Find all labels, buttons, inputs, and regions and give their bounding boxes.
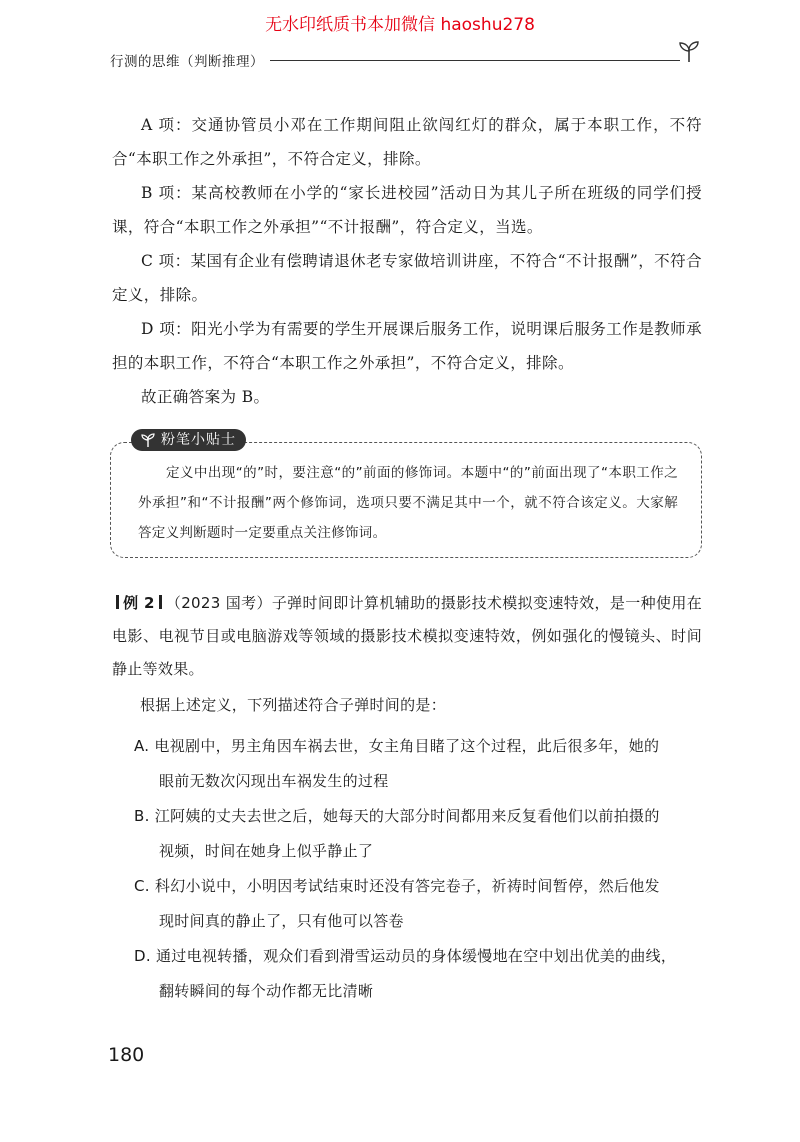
option-a: [134, 729, 702, 799]
running-title: 行测的思维（判断推理）: [110, 50, 270, 70]
example-bar-left: [116, 595, 119, 609]
option-a-line1: A. 电视剧中，男主角因车祸去世，女主角目睹了这个过程，此后很多年，她的: [134, 737, 660, 755]
analysis-option-c: C 项：某国有企业有偿聘请退休老专家做培训讲座，不符合“不计报酬”，不符合定义，排除。: [112, 252, 702, 304]
example-stem: [112, 587, 702, 686]
option-d-line1: D. 通过电视转播，观众们看到滑雪运动员的身体缓慢地在空中划出优美的曲线，: [134, 947, 677, 965]
example-bar-right: [159, 595, 162, 609]
sprout-badge-icon: [140, 432, 156, 448]
question-prompt: 根据上述定义，下列描述符合子弹时间的是：: [140, 696, 447, 714]
analysis-option-b: B 项：某高校教师在小学的“家长进校园”活动日为其儿子所在班级的同学们授课，符合“本职工作之外承担”“不计报酬”，符合定义，当选。: [112, 184, 702, 236]
tip-title: 粉笔小贴士: [161, 432, 236, 448]
page-number: 180: [108, 1044, 145, 1066]
option-b: [134, 799, 702, 869]
answer-line: 故正确答案为 B。: [141, 388, 270, 406]
option-b-line1: B. 江阿姨的丈夫去世之后，她每天的大部分时间都用来反复看他们以前拍摄的: [134, 807, 660, 825]
option-b-line2: 视频，时间在她身上似乎静止了: [159, 842, 374, 860]
tip-badge: [131, 429, 246, 451]
example-label: 例 2: [123, 594, 155, 612]
option-d-line2: 翻转瞬间的每个动作都无比清晰: [159, 982, 374, 1000]
example-text: 子弹时间即计算机辅助的摄影技术模拟变速特效，是一种使用在电影、电视节目或电脑游戏等领域的摄影技术模拟变速特效，例如强化的慢镜头、时间静止等效果。: [112, 594, 702, 678]
watermark-text: 无水印纸质书本加微信 haoshu278: [265, 15, 535, 35]
option-c: [134, 869, 702, 939]
example-source: （2023 国考）: [165, 594, 272, 612]
sprout-icon: [676, 38, 702, 64]
option-c-line1: C. 科幻小说中，小明因考试结束时还没有答完卷子，祈祷时间暂停，然后他发: [134, 877, 660, 895]
analysis-option-d: D 项：阳光小学为有需要的学生开展课后服务工作，说明课后服务工作是教师承担的本职工作，不符合“本职工作之外承担”，不符合定义，排除。: [112, 320, 702, 372]
option-c-line2: 现时间真的静止了，只有他可以答卷: [159, 912, 404, 930]
tip-text: 定义中出现“的”时，要注意“的”前面的修饰词。本题中“的”前面出现了“本职工作之外承担”和“不计报酬”两个修饰词，选项只要不满足其中一个，就不符合该定义。大家解答定义判断题时一定要重点关注修饰词。: [138, 465, 678, 541]
option-d: [134, 939, 702, 1009]
analysis-option-a: A 项：交通协管员小邓在工作期间阻止欲闯红灯的群众，属于本职工作，不符合“本职工作之外承担”，不符合定义，排除。: [112, 116, 702, 168]
option-a-line2: 眼前无数次闪现出车祸发生的过程: [159, 772, 389, 790]
